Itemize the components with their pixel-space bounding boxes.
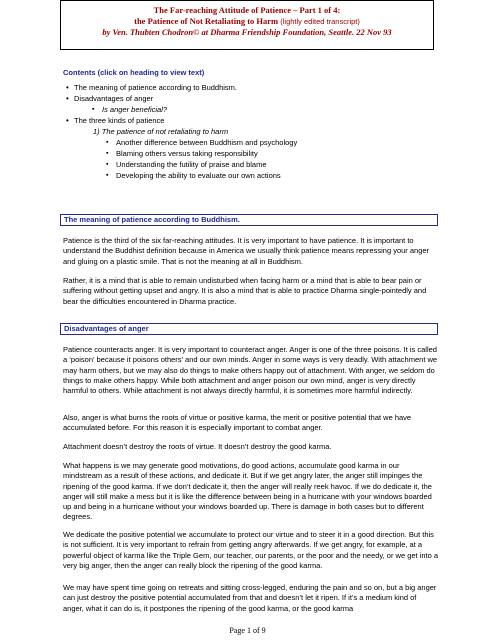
paragraph: Patience counteracts anger. It is very important to counteract anger. Anger is one of the three poisons. It is called a ‘poison’ because it poisons others’ and our own minds. Anger in some ways is very deadly. With attachment we may harm others, but we may also do things to make others happy out of attachment. With anger, we seldom do things to make others happy. While both attachment and anger poison our own mind, anger is very directly harmful to others. While attachment is not always directly harmful, it is sometimes more harmful indirectly. [63,345,438,396]
title-note: (lightly edited transcript) [280,17,360,26]
title-line-2 [61,16,433,27]
paragraph: What happens is we may generate good motivations, do good actions, accumulate good karma in our mindstream as a result of these actions, and dedicate it. But if we get angry later, the anger still impinges the ripening of the good karma. If we don’t dedicate it, then the anger will really reek havoc. If we do dedicate it, the anger will still make a mess but it is like the difference between being in a hurricane with your windows boarded up and being in a hurricane without your windows boarded up. There is damage in both cases but to different degrees. [63,461,432,522]
toc-link-not-retaliating[interactable]: 1) The patience of not retaliating to harm [93,127,229,136]
title-main: the Patience of Not Retaliating to Harm [134,16,279,26]
toc-link-buddhism-psychology[interactable]: ▪ Another difference between Buddhism and psychology [63,137,443,148]
toc-link-meaning-of-patience[interactable]: • The meaning of patience according to Buddhism. [63,82,443,93]
paragraph: We dedicate the positive potential we accumulate to protect our virtue and to steer it in a good direction. But this is not sufficient. It is very important to refrain from getting angry afterwards. If we get angry, for example, at a powerful object of karma like the Triple Gem, our teacher, our parents, or the poor and the needy, or we get into a very big anger, then the anger can really block the ripening of the good karma. [63,530,439,570]
title-box [60,0,434,50]
toc-link-disadvantages-of-anger[interactable]: • Disadvantages of anger [63,93,443,104]
section-heading-disadvantages: Disadvantages of anger [60,323,438,335]
paragraph: Rather, it is a mind that is able to remain undisturbed when facing harm or a mind that is able to bear pain or suffering without getting upset and angry. It is also a mind that is able to practice Dharma single-pointedly and bear the difficulties encountered in Dharma practice. [63,276,427,306]
paragraph: Attachment doesn’t destroy the roots of virtue. It doesn’t destroy the good karma. [63,442,332,451]
toc-link-blaming-others[interactable]: ▪ Blaming others versus taking responsibility [63,148,443,159]
paragraph: We may have spent time going on retreats and sitting cross-legged, enduring the pain and so on, but a big anger can just destroy the positive potential accumulated from that and doesn’t let it ripen. If it’s a medium kind of anger, what it can do is, it postpones the ripening of the good karma, or the good karma [63,583,437,613]
contents-heading: Contents (click on heading to view text) [63,68,205,77]
author-line: by Ven. Thubten Chodron© at Dharma Friendship Foundation, Seattle. 22 Nov 93 [102,27,392,37]
paragraph: Also, anger is what burns the roots of virtue or positive karma, the merit or positive potential that we have accumulated before. For this reason it is especially important to combat anger. [63,413,412,433]
toc-link-praise-and-blame[interactable]: ▪ Understanding the futility of praise and blame [63,159,443,170]
toc-link-evaluate-actions[interactable]: ▪ Developing the ability to evaluate our own actions [63,170,443,181]
toc-link-three-kinds-of-patience[interactable]: • The three kinds of patience [63,115,443,126]
table-of-contents [63,82,443,181]
section-heading-meaning: The meaning of patience according to Buddhism. [60,214,438,226]
page-footer: Page 1 of 9 [229,626,266,635]
paragraph: Patience is the third of the six far-reaching attitudes. It is very important to have patience. It is important to understand the Buddhist definition because in America we usually think patience means repressing your anger and gluing on a plastic smile. That is not the meaning at all in Buddhism. [63,236,430,266]
title-line-1: The Far-reaching Attitude of Patience – Part 1 of 4: [153,5,341,15]
toc-link-is-anger-beneficial[interactable]: ▪ Is anger beneficial? [63,104,443,115]
